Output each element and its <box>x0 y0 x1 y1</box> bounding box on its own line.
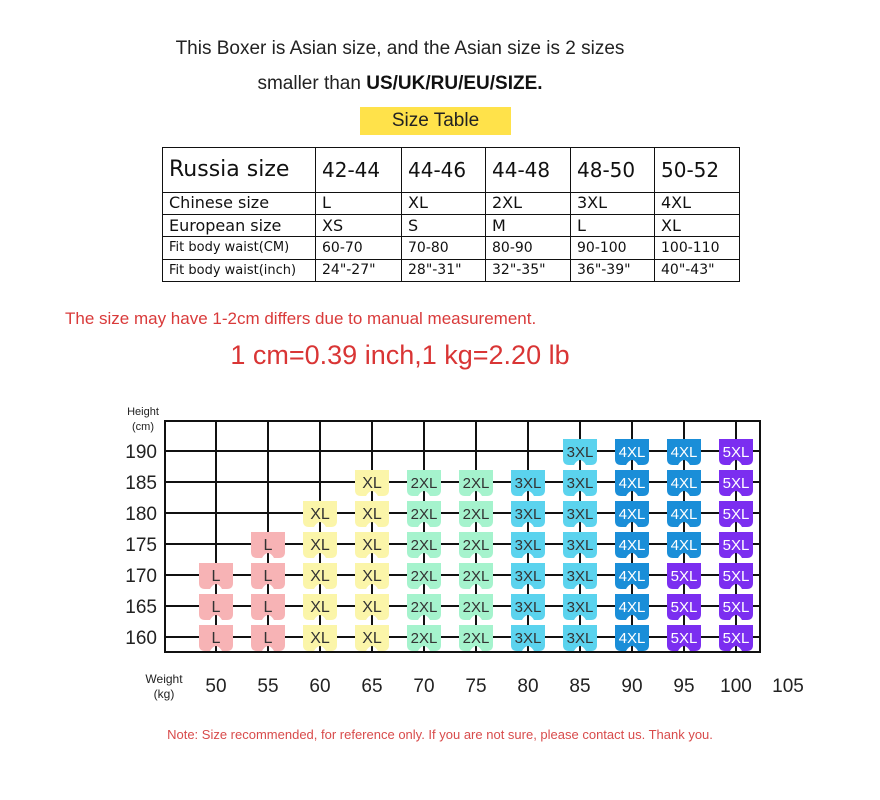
table-cell: XS <box>316 214 402 236</box>
table-cell: 32"-35" <box>486 259 571 281</box>
table-cell: 90-100 <box>571 237 655 259</box>
x-axis-title-line1: Weight <box>145 672 183 686</box>
size-cell-label: 3XL <box>566 630 594 647</box>
size-cell-label: XL <box>362 475 382 492</box>
x-tick-label: 50 <box>205 676 227 697</box>
size-cell-label: 2XL <box>410 630 438 647</box>
table-cell: L <box>571 214 655 236</box>
size-cell-label: 4XL <box>618 568 646 585</box>
x-tick-label: 80 <box>517 676 539 697</box>
size-cell-label: 3XL <box>566 506 594 523</box>
size-cell-label: XL <box>310 506 330 523</box>
row-label: Fit body waist(CM) <box>163 237 316 259</box>
intro-line-1: This Boxer is Asian size, and the Asian size is 2 sizes <box>175 38 625 59</box>
size-cell-label: XL <box>362 630 382 647</box>
measurement-note: The size may have 1-2cm differs due to manual measurement. <box>65 309 537 328</box>
size-cell-label: 4XL <box>618 475 646 492</box>
size-cell-label: 2XL <box>462 475 490 492</box>
size-cell-label: 2XL <box>462 537 490 554</box>
size-cell-label: XL <box>310 568 330 585</box>
x-tick-label: 65 <box>361 676 383 697</box>
table-cell: 24"-27" <box>316 259 402 281</box>
row-label: European size <box>163 214 316 236</box>
size-cell-label: 5XL <box>722 537 750 554</box>
table-cell: XL <box>655 214 740 236</box>
size-cell-label: 5XL <box>670 630 698 647</box>
size-cell-label: 2XL <box>462 568 490 585</box>
y-axis-title-line1: Height <box>127 406 159 418</box>
size-cell-label: 4XL <box>618 506 646 523</box>
size-cell-label: 3XL <box>514 537 542 554</box>
size-cell-label: XL <box>310 630 330 647</box>
y-tick-label: 170 <box>125 566 157 587</box>
table-cell: 60-70 <box>316 237 402 259</box>
size-cell-label: 2XL <box>410 475 438 492</box>
table-cell: M <box>486 214 571 236</box>
size-cell-label: 2XL <box>462 506 490 523</box>
size-cell-label: 5XL <box>722 568 750 585</box>
table-cell: L <box>316 192 402 214</box>
size-cell-label: L <box>211 630 221 647</box>
size-cell-label: 4XL <box>670 506 698 523</box>
table-cell: 50-52 <box>655 148 740 193</box>
size-cell-label: 3XL <box>514 630 542 647</box>
x-tick-label: 70 <box>413 676 435 697</box>
y-axis-title-line2: (cm) <box>132 421 154 433</box>
x-tick-label: 90 <box>621 676 643 697</box>
y-tick-label: 180 <box>125 504 157 525</box>
size-cell-label: 2XL <box>410 506 438 523</box>
size-cell-label: 4XL <box>618 537 646 554</box>
size-cell-label: 4XL <box>670 537 698 554</box>
size-cell-label: L <box>263 537 273 554</box>
y-tick-label: 160 <box>125 628 157 649</box>
x-tick-label: 100 <box>720 676 752 697</box>
row-label: Russia size <box>163 148 316 193</box>
size-cell-label: 3XL <box>514 599 542 616</box>
size-cell-label: XL <box>362 506 382 523</box>
table-cell: 100-110 <box>655 237 740 259</box>
size-cell-label: 3XL <box>566 599 594 616</box>
size-cell-label: 2XL <box>462 630 490 647</box>
size-cell-label: 2XL <box>410 568 438 585</box>
table-cell: 44-48 <box>486 148 571 193</box>
size-cell-label: XL <box>362 537 382 554</box>
table-cell: 2XL <box>486 192 571 214</box>
table-cell: 42-44 <box>316 148 402 193</box>
x-tick-label: 95 <box>673 676 695 697</box>
size-cell-label: 3XL <box>566 568 594 585</box>
x-tick-label: 75 <box>465 676 487 697</box>
size-cell-label: 4XL <box>618 444 646 461</box>
y-tick-label: 190 <box>125 442 157 463</box>
size-cell-label: 3XL <box>566 475 594 492</box>
size-cell-label: 5XL <box>670 568 698 585</box>
table-cell: 80-90 <box>486 237 571 259</box>
size-cell-label: 5XL <box>722 630 750 647</box>
intro-line-2-bold: US/UK/RU/EU/SIZE. <box>366 73 543 94</box>
row-label: Chinese size <box>163 192 316 214</box>
table-cell: S <box>402 214 486 236</box>
size-table-title: Size Table <box>360 107 511 135</box>
x-tick-label: 60 <box>309 676 331 697</box>
y-tick-label: 165 <box>125 597 157 618</box>
size-cell-label: 3XL <box>514 475 542 492</box>
size-cell-label: 3XL <box>514 506 542 523</box>
y-tick-label: 175 <box>125 535 157 556</box>
size-cell-label: L <box>263 599 273 616</box>
size-cell-label: 2XL <box>462 599 490 616</box>
size-cell-label: L <box>263 630 273 647</box>
size-cell-label: L <box>211 568 221 585</box>
size-cell-label: 4XL <box>618 630 646 647</box>
table-cell: XL <box>402 192 486 214</box>
table-cell: 40"-43" <box>655 259 740 281</box>
size-cell-label: 4XL <box>618 599 646 616</box>
row-label: Fit body waist(inch) <box>163 259 316 281</box>
size-cell-label: L <box>211 599 221 616</box>
size-cell-label: L <box>263 568 273 585</box>
table-cell: 3XL <box>571 192 655 214</box>
size-cell-label: XL <box>310 537 330 554</box>
table-cell: 48-50 <box>571 148 655 193</box>
x-tick-label: 85 <box>569 676 591 697</box>
x-tick-label: 105 <box>772 676 804 697</box>
size-cell-label: 4XL <box>670 444 698 461</box>
table-cell: 28"-31" <box>402 259 486 281</box>
x-tick-label: 55 <box>257 676 279 697</box>
size-cell-label: 3XL <box>514 568 542 585</box>
size-cell-label: 5XL <box>722 506 750 523</box>
y-tick-label: 185 <box>125 473 157 494</box>
x-axis-title-line2: (kg) <box>153 687 175 701</box>
table-cell: 4XL <box>655 192 740 214</box>
footer-note: Note: Size recommended, for reference only. If you are not sure, please contact us. Thank you. <box>167 727 713 742</box>
size-cell-label: 2XL <box>410 599 438 616</box>
size-cell-label: 3XL <box>566 444 594 461</box>
table-cell: 36"-39" <box>571 259 655 281</box>
size-cell-label: 5XL <box>670 599 698 616</box>
size-cell-label: 5XL <box>722 599 750 616</box>
size-cell-label: XL <box>362 599 382 616</box>
size-cell-label: 5XL <box>722 475 750 492</box>
size-cell-label: 2XL <box>410 537 438 554</box>
table-cell: 70-80 <box>402 237 486 259</box>
size-cell-label: 4XL <box>670 475 698 492</box>
size-cell-label: 3XL <box>566 537 594 554</box>
size-cell-label: 5XL <box>722 444 750 461</box>
intro-line-2-prefix: smaller than <box>257 73 367 94</box>
table-cell: 44-46 <box>402 148 486 193</box>
size-cell-label: XL <box>310 599 330 616</box>
size-cell-label: XL <box>362 568 382 585</box>
unit-conversion: 1 cm=0.39 inch,1 kg=2.20 lb <box>230 340 570 370</box>
